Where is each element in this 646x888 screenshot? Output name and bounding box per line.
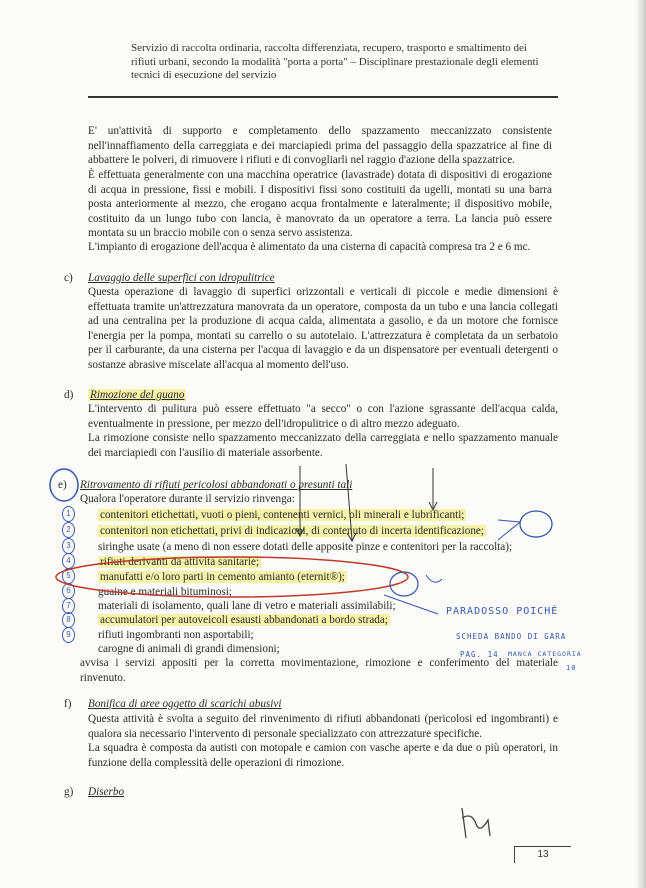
section-g-title: Diserbo [88,786,125,798]
section-c-letter: c) [64,272,73,284]
intro-paragraph-2: È effettuata generalmente con una macchina operatrice (lavastrade) dotata di dispositivi di erogazione di acqua in pressione, fissi e mobili. I dispositivi fissi sono costituiti da ugelli, montati su una barra posta anteriormente al mezzo, che erogano acqua frontalmente e lateralmente; il dispositivo mobile, costituito da un lungo tubo con lancia, è manovrato da un operatore a terra. La lancia può essere montata su un braccio mobile con o senza servo assistenza. [88,169,552,239]
list-item-2: contenitori non etichettati, privi di indicazioni, di contenuto di incerta identificazione; [100,525,484,537]
section-d-body-2: La rimozione consiste nello spazzamento meccanizzato della carreggiata e nello spazzamento manuale dei marciapiedi con l'ausilio di materiale assorbente. [88,432,558,459]
circle-around-e [50,469,78,501]
scribble-mark [426,575,442,582]
handwritten-note-5: 10 [566,664,577,672]
list-item-8: accumulatori per autoveicoli esausti abbandonati a bordo strada; [100,614,388,626]
arrow-1 [296,466,304,536]
section-c-body: Questa operazione di lavaggio di superfici orizzontali e verticali di piccole e medie dimensioni è effettuata tramite un'attrezzatura manovrata da un operatore, composta da un tubo e una lancia collegati ad una centralina per la produzione di acqua calda, alimentata a gasolio, e da un motore che fornisce l'energia per la pompa, montati su carrello o su autotelaio. L'attrezzatura è completata da un serbatoio per il carburante, da una cisterna per l'acqua di lavaggio e da un dispensatore per eventuali detergenti o sostanze abrasive miscelate all'acqua al momento dell'uso. [88,286,558,371]
header-line-1: Servizio di raccolta ordinaria, raccolta differenziata, recupero, trasporto e smaltimento dei [131,42,527,54]
list-item-6: guaine e materiali bituminosi; [98,586,232,598]
handwritten-note-3: PAG. 14 [460,650,499,659]
section-f-letter: f) [64,698,72,710]
circled-number-8: 8 [62,612,75,628]
signature [462,808,490,838]
circled-number-4: 4 [62,553,75,569]
list-item-10: carogne di animali di grandi dimensioni; [98,643,280,655]
section-g-letter: g) [64,786,74,798]
page-number: 13 [514,846,571,863]
circled-number-3: 3 [62,538,75,554]
arrow-2 [346,464,356,541]
handwritten-note-4: MANCA CATEGORIA [508,650,582,658]
arrow-3 [429,468,437,510]
list-item-9: rifiuti ingombranti non asportabili; [98,629,254,641]
handwritten-note-2: SCHEDA BANDO DI GARA [456,632,567,641]
circled-annotation-right [520,511,552,537]
section-e-outro: avvisa i servizi appositi per la corretta movimentazione, rimozione e conferimento del materiale rinvenuto. [80,657,558,684]
intro-paragraph-3: L'impianto di erogazione dell'acqua è alimentato da una cisterna di capacità compresa tra 2 e 6 mc. [88,241,531,253]
handwritten-note-1: PARADOSSO POICHÉ [446,606,559,617]
section-e-intro: Qualora l'operatore durante il servizio rinvenga: [80,493,295,505]
section-c-title: Lavaggio delle superfici con idropulitrice [88,272,275,284]
list-item-4: rifiuti derivanti da attività sanitarie; [100,556,260,568]
section-d-letter: d) [64,389,74,401]
section-f-title: Bonifica di aree oggetto di scarichi abusivi [88,698,282,710]
header-line-2: rifiuti urbani, secondo la modalità "porta a porta" – Disciplinare prestazionale degli elementi [131,55,539,68]
header-line-3: tecnici di esecuzione del servizio [131,69,277,81]
list-item-5: manufatti e/o loro parti in cemento amianto (eternit®); [100,571,345,583]
list-item-7: materiali di isolamento, quali lane di vetro e materiali assimilabili; [98,600,396,612]
pointer-line [384,595,438,614]
intro-paragraph-1: E' un'attività di supporto e completamento dello spazzamento meccanizzato consistente nell'innaffiamento della carreggiata e dei marciapiedi prima del passaggio della spazzatrice al fine di abbattere le polveri, di rimuovere i rifiuti e di convogliarli nel raggio d'azione della spazzatrice. [88,125,552,166]
list-item-1: contenitori etichettati, vuoti o pieni, contenenti vernici, oli minerali e lubrificanti; [100,509,465,521]
circled-number-5: 5 [62,568,75,584]
section-f-body-1: Questa attività è svolta a seguito del rinvenimento di rifiuti abbandonati (pericolosi ed ingombranti) e qualora sia necessario l'intervento di personale specializzato con attrezzature specifiche. [88,713,558,740]
circled-number-7: 7 [62,598,75,614]
red-oval-amianto [56,557,408,597]
section-f-body-2: La squadra è composta da autisti con motopale e camion con vasche aperte e da due o più operatori, in funzione della complessità delle operazioni di rimozione. [88,742,558,769]
circled-number-1: 1 [62,506,75,522]
section-d-body-1: L'intervento di pulitura può essere effettuato "a secco" o con l'azione sgrassante dell'acqua calda, eventualmente in pressione, per mezzo dell'idropulitrice o di altro mezzo adeguato. [88,403,558,430]
section-d-title: Rimozione del guano [90,389,185,401]
section-e-letter: e) [58,479,67,491]
list-item-3: siringhe usate (a meno di non essere dotati delle apposite pinze e contenitori per la raccolta); [98,541,513,553]
bracket-mark [498,520,520,540]
section-e-title: Ritrovamento di rifiuti pericolosi abbandonati o presunti tali [80,479,353,491]
circled-number-6: 6 [62,583,75,599]
circled-number-2: 2 [62,522,75,538]
circled-number-9: 9 [62,627,75,643]
